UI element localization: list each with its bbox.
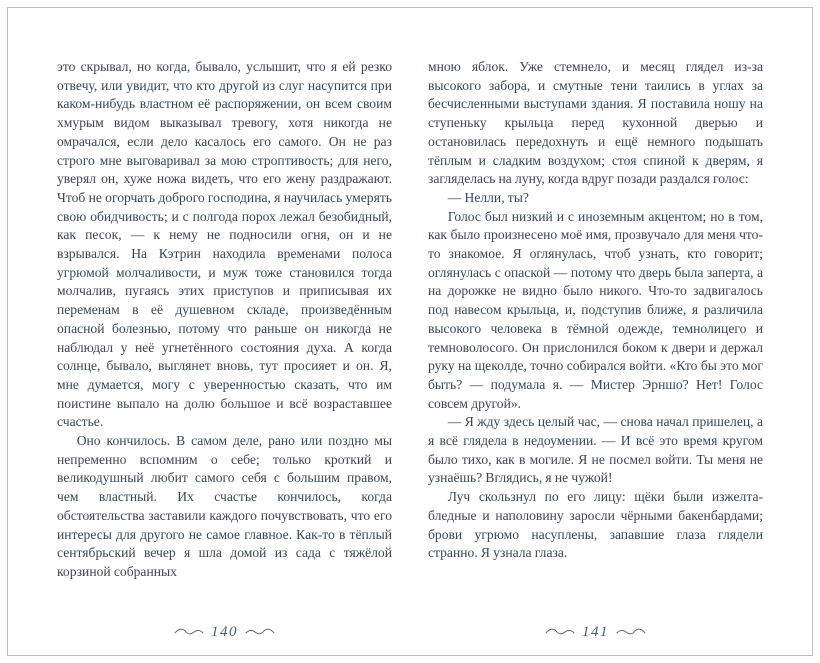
paragraph: это скрывал, но когда, бывало, услышит, что я ей резко отвечу, или увидит, что кто другой из слуг насупится при каком-нибудь властном её распоряжении, он всем своим хмурым видом выказывал тревогу, хотя никогда не омрачался, если дело касалось его самого. Он не раз строго мне выговаривал за мою строптивость; для него, уверял он, хуже ножа видеть, что его жену раздражают. Чтоб не огорчать доброго господина, я научилась умерять свою обидчивость; и с полгода порох лежал безобидный, как песок, — к нему не подносили огня, он и не взрывался. На Кэтрин находила временами полоса угрюмой молчаливости, и муж тоже становился тогда молчалив, пугаясь этих приступов и приписывая их переменам в её душевном складе, произведённым опасной болезнью, потому что раньше он никогда не наблюдал у неё угнетённого состояния духа. А когда солнце, бывало, выглянет вновь, тут просияет и он. Я, мне думается, могу с уверенностью сказать, что им поистине выпало на долю большое и всё возраставшее счастье. bbox=[57, 59, 392, 430]
page-number-left: 140 bbox=[211, 623, 238, 640]
book-spread bbox=[57, 58, 763, 645]
page-number-right: 141 bbox=[582, 623, 609, 640]
paragraph: — Нелли, ты? bbox=[447, 189, 529, 205]
page-right bbox=[428, 58, 763, 645]
flourish-icon bbox=[616, 627, 646, 637]
paragraph: мною яблок. Уже стемнело, и месяц глядел из-за высокого забора, и смутные тени таились в углах за бесчисленными выступами здания. Я поставила ношу на ступеньку крыльца перед кухонной дверью и остановилась передохнуть и ещё немного подышать тёплым и сладким воздухом; стоя спиной к дверям, я загляделась на луну, когда вдруг позади раздался голос: bbox=[428, 59, 763, 187]
page-right-footer bbox=[428, 619, 763, 645]
paragraph: Луч скользнул по его лицу: щёки были изжелта-бледные и наполовину заросли чёрными бакенбардами; брови угрюмо насуплены, запавшие глаза глядели странно. Я узнала глаза. bbox=[428, 489, 763, 561]
page-left bbox=[57, 58, 392, 645]
page-left-footer bbox=[57, 619, 392, 645]
paragraph: Голос был низкий и с иноземным акцентом; но в том, как было произнесено моё имя, прозвучало для меня что-то знакомое. Я оглянулась, чтоб узнать, кто говорит; оглянулась с опаской — потому что дверь была заперта, а на дорожке не видно было никого. Что-то задвигалось под навесом крыльца, и, подступив ближе, я различила высокого человека в тёмной одежде, темнолицего и темноволосого. Он прислонился боком к двери и держал руку на щеколде, точно собирался войти. «Кто бы это мог быть? — подумала я. — Мистер Эрншо? Нет! Голос совсем другой». bbox=[428, 208, 763, 411]
flourish-icon bbox=[174, 627, 204, 637]
flourish-icon bbox=[545, 627, 575, 637]
page-left-text bbox=[57, 58, 392, 582]
page-right-text bbox=[428, 58, 763, 563]
paragraph: — Я жду здесь целый час, — снова начал пришелец, а я всё глядела в недоумении. — И всё это время кругом было тихо, как в могиле. Я не посмел войти. Ты меня не узнаёшь? Вглядись, я не чужой! bbox=[428, 414, 763, 486]
flourish-icon bbox=[245, 627, 275, 637]
paragraph: Оно кончилось. В самом деле, рано или поздно мы непременно вспомним о себе; только кроткий и великодушный любит самого себя с большим правом, чем властный. Их счастье кончилось, когда обстоятельства заставили каждого почувствовать, что его интересы для другого не самое главное. Как-то в тёплый сентябрьский вечер я шла домой из сада с тяжёлой корзиной собранных bbox=[57, 433, 392, 579]
